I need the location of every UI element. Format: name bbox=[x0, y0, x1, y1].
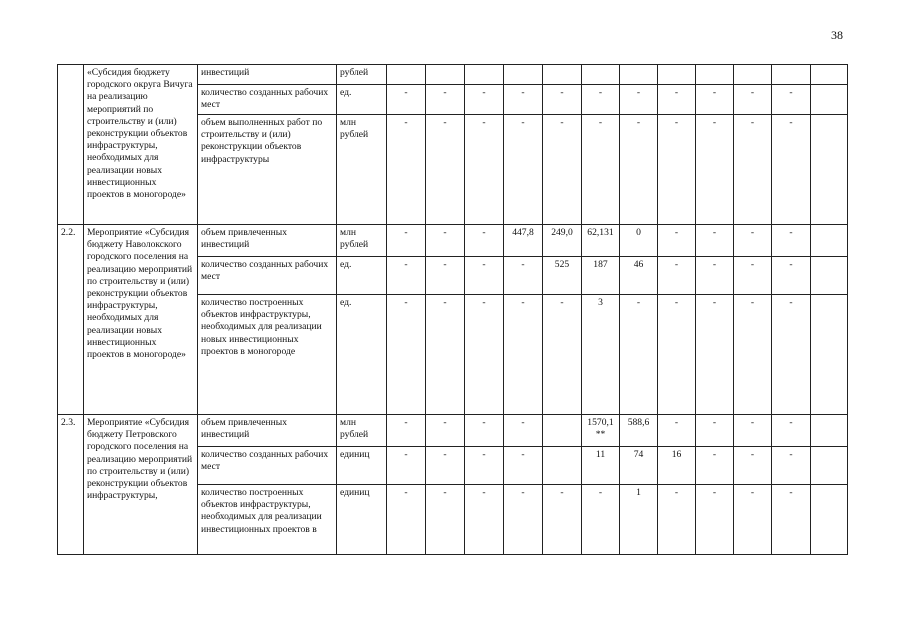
indicators-table bbox=[57, 64, 848, 555]
table-row bbox=[58, 225, 848, 257]
indicator-unit: млн рублей bbox=[337, 225, 387, 257]
table-body bbox=[58, 65, 848, 555]
indicator-unit: рублей bbox=[337, 65, 387, 85]
value-cell: - bbox=[658, 85, 696, 115]
value-cell: - bbox=[387, 415, 426, 447]
row-number bbox=[58, 65, 84, 225]
value-cell: - bbox=[465, 225, 504, 257]
value-cell bbox=[426, 65, 465, 85]
value-cell: - bbox=[387, 85, 426, 115]
value-cell bbox=[543, 415, 582, 447]
value-cell bbox=[504, 65, 543, 85]
value-cell: 1570,1 ** bbox=[582, 415, 620, 447]
value-cell: - bbox=[696, 447, 734, 485]
value-cell: - bbox=[387, 447, 426, 485]
value-cell: - bbox=[465, 85, 504, 115]
value-cell bbox=[811, 415, 848, 447]
value-cell: 11 bbox=[582, 447, 620, 485]
value-cell: - bbox=[772, 225, 811, 257]
value-cell: - bbox=[387, 485, 426, 555]
value-cell bbox=[465, 65, 504, 85]
value-cell bbox=[811, 485, 848, 555]
value-cell: - bbox=[696, 257, 734, 295]
value-cell: 447,8 bbox=[504, 225, 543, 257]
value-cell: - bbox=[504, 447, 543, 485]
value-cell: - bbox=[387, 257, 426, 295]
indicator-label: количество созданных рабочих мест bbox=[198, 85, 337, 115]
value-cell: 62,131 bbox=[582, 225, 620, 257]
value-cell bbox=[811, 295, 848, 415]
value-cell: - bbox=[734, 85, 772, 115]
value-cell: - bbox=[426, 225, 465, 257]
value-cell: - bbox=[658, 415, 696, 447]
value-cell: - bbox=[658, 225, 696, 257]
indicator-label: объем привлеченных инвестиций bbox=[198, 415, 337, 447]
value-cell: - bbox=[734, 257, 772, 295]
value-cell: - bbox=[696, 415, 734, 447]
value-cell: - bbox=[772, 85, 811, 115]
value-cell: - bbox=[734, 415, 772, 447]
value-cell: - bbox=[426, 447, 465, 485]
value-cell bbox=[543, 65, 582, 85]
value-cell bbox=[620, 65, 658, 85]
value-cell bbox=[772, 65, 811, 85]
value-cell: 249,0 bbox=[543, 225, 582, 257]
value-cell bbox=[811, 447, 848, 485]
value-cell: - bbox=[734, 115, 772, 225]
value-cell: 46 bbox=[620, 257, 658, 295]
value-cell bbox=[582, 65, 620, 85]
value-cell: - bbox=[696, 115, 734, 225]
table-row bbox=[58, 65, 848, 85]
measure-name: Мероприятие «Субсидия бюджету Петровского городского поселения на реализацию мероприятий по строительству и (или) реконструкции объектов инфраструктуры, bbox=[84, 415, 198, 555]
value-cell bbox=[658, 65, 696, 85]
value-cell: - bbox=[582, 485, 620, 555]
value-cell: - bbox=[504, 295, 543, 415]
value-cell bbox=[811, 85, 848, 115]
value-cell: - bbox=[734, 447, 772, 485]
value-cell: - bbox=[426, 115, 465, 225]
value-cell: 0 bbox=[620, 225, 658, 257]
value-cell: - bbox=[543, 115, 582, 225]
value-cell: - bbox=[426, 257, 465, 295]
row-number: 2.3. bbox=[58, 415, 84, 555]
value-cell: - bbox=[772, 447, 811, 485]
value-cell: 74 bbox=[620, 447, 658, 485]
value-cell bbox=[696, 65, 734, 85]
value-cell bbox=[811, 65, 848, 85]
indicator-label: количество созданных рабочих мест bbox=[198, 447, 337, 485]
indicator-label: количество построенных объектов инфраструктуры, необходимых для реализации инвестиционных проектов в bbox=[198, 485, 337, 555]
row-number: 2.2. bbox=[58, 225, 84, 415]
value-cell: - bbox=[504, 415, 543, 447]
value-cell: - bbox=[504, 85, 543, 115]
indicator-label: количество созданных рабочих мест bbox=[198, 257, 337, 295]
table-row bbox=[58, 415, 848, 447]
indicator-unit: единиц bbox=[337, 485, 387, 555]
value-cell: 3 bbox=[582, 295, 620, 415]
value-cell: - bbox=[696, 85, 734, 115]
value-cell: - bbox=[387, 225, 426, 257]
value-cell: - bbox=[543, 85, 582, 115]
page-number: 38 bbox=[831, 28, 843, 42]
value-cell: - bbox=[658, 295, 696, 415]
value-cell: - bbox=[620, 85, 658, 115]
value-cell: - bbox=[465, 415, 504, 447]
value-cell: - bbox=[504, 485, 543, 555]
value-cell: - bbox=[387, 295, 426, 415]
value-cell: - bbox=[582, 85, 620, 115]
value-cell: - bbox=[658, 485, 696, 555]
indicator-label: объем привлеченных инвестиций bbox=[198, 225, 337, 257]
value-cell: - bbox=[504, 115, 543, 225]
value-cell bbox=[387, 65, 426, 85]
value-cell: - bbox=[387, 115, 426, 225]
value-cell: - bbox=[620, 115, 658, 225]
value-cell: - bbox=[465, 257, 504, 295]
value-cell: - bbox=[426, 85, 465, 115]
value-cell: - bbox=[696, 225, 734, 257]
value-cell: - bbox=[734, 485, 772, 555]
value-cell: - bbox=[543, 295, 582, 415]
value-cell: - bbox=[426, 295, 465, 415]
value-cell: - bbox=[734, 295, 772, 415]
value-cell: - bbox=[772, 115, 811, 225]
value-cell: - bbox=[543, 485, 582, 555]
value-cell: - bbox=[772, 485, 811, 555]
value-cell: - bbox=[465, 295, 504, 415]
value-cell: 525 bbox=[543, 257, 582, 295]
value-cell: - bbox=[465, 485, 504, 555]
value-cell: - bbox=[582, 115, 620, 225]
value-cell: - bbox=[696, 295, 734, 415]
measure-name: Мероприятие «Субсидия бюджету Наволокского городского поселения на реализацию мероприятий по строительству и (или) реконструкции объектов инфраструктуры, необходимых для реализации новых инвестиционных проектов в моногороде» bbox=[84, 225, 198, 415]
value-cell: 1 bbox=[620, 485, 658, 555]
value-cell: - bbox=[426, 415, 465, 447]
value-cell: - bbox=[772, 257, 811, 295]
value-cell: - bbox=[772, 415, 811, 447]
value-cell: 187 bbox=[582, 257, 620, 295]
indicator-unit: единиц bbox=[337, 447, 387, 485]
value-cell: - bbox=[734, 225, 772, 257]
value-cell: - bbox=[426, 485, 465, 555]
value-cell bbox=[811, 257, 848, 295]
indicator-label: количество построенных объектов инфраструктуры, необходимых для реализации новых инвестиционных проектов в моногороде bbox=[198, 295, 337, 415]
value-cell: - bbox=[620, 295, 658, 415]
value-cell: 16 bbox=[658, 447, 696, 485]
indicator-label: объем выполненных работ по строительству и (или) реконструкции объектов инфраструктуры bbox=[198, 115, 337, 225]
value-cell bbox=[811, 225, 848, 257]
indicator-unit: ед. bbox=[337, 295, 387, 415]
value-cell: - bbox=[658, 257, 696, 295]
value-cell: - bbox=[504, 257, 543, 295]
value-cell: - bbox=[465, 447, 504, 485]
indicator-unit: ед. bbox=[337, 85, 387, 115]
value-cell: - bbox=[696, 485, 734, 555]
value-cell bbox=[543, 447, 582, 485]
value-cell: 588,6 bbox=[620, 415, 658, 447]
indicator-unit: ед. bbox=[337, 257, 387, 295]
value-cell: - bbox=[658, 115, 696, 225]
indicator-unit: млн рублей bbox=[337, 115, 387, 225]
value-cell: - bbox=[465, 115, 504, 225]
indicator-label: инвестиций bbox=[198, 65, 337, 85]
indicator-unit: млн рублей bbox=[337, 415, 387, 447]
value-cell bbox=[811, 115, 848, 225]
value-cell bbox=[734, 65, 772, 85]
value-cell: - bbox=[772, 295, 811, 415]
measure-name: «Субсидия бюджету городского округа Вичуга на реализацию мероприятий по строительству и (или) реконструкции объектов инфраструктуры, необходимых для реализации новых инвестиционных проектов в моногороде» bbox=[84, 65, 198, 225]
